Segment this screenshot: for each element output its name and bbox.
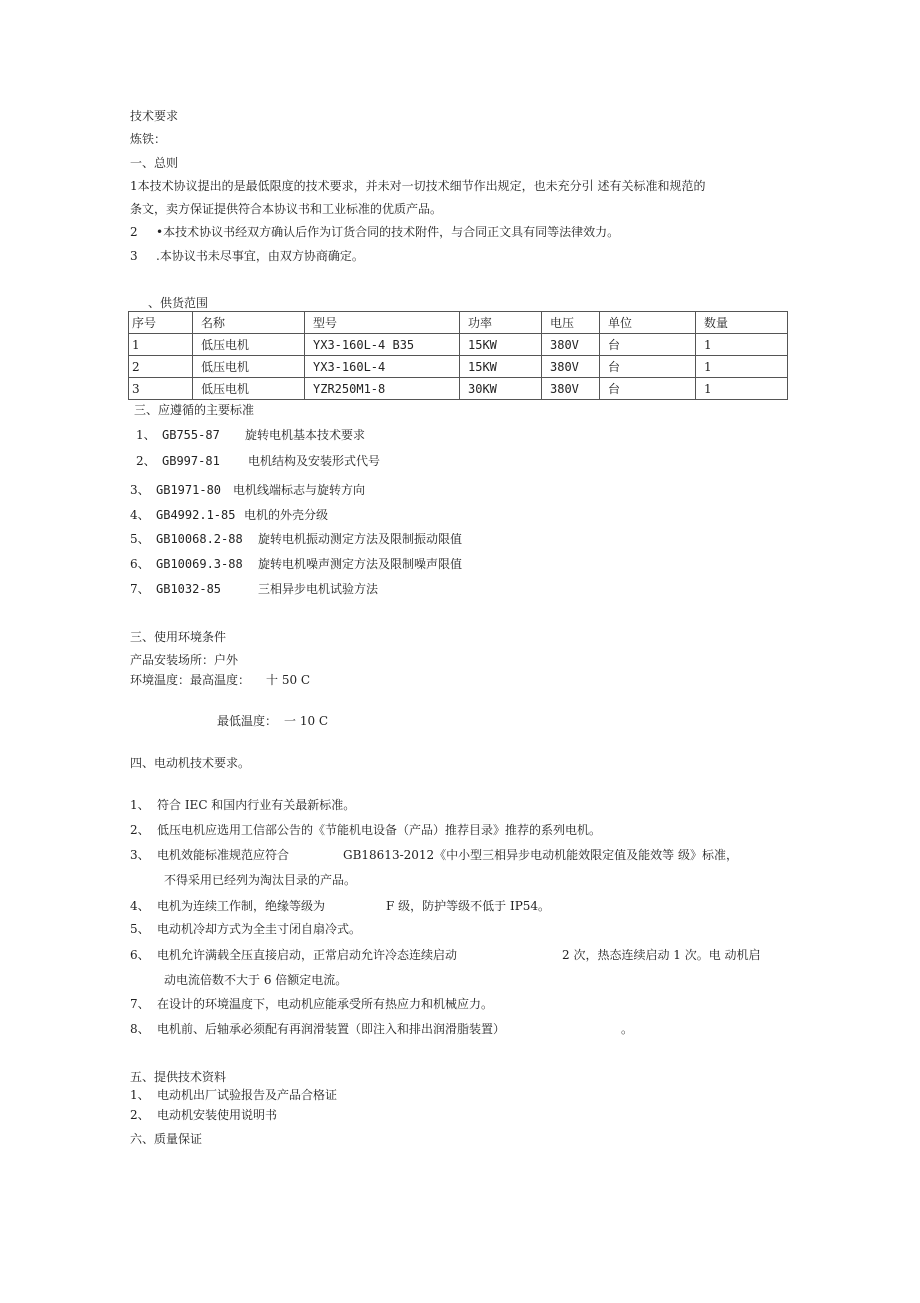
section-general-heading: 一、总则: [130, 156, 179, 170]
section-quality-heading: 六、质量保证: [130, 1132, 203, 1146]
column-header: 序号: [129, 312, 193, 334]
requirement-text-cont: F 级，防护等级不低于 IP54。: [386, 899, 551, 913]
standard-description: 电机线端标志与旋转方向: [233, 483, 366, 497]
standard-number: 1、: [136, 428, 156, 442]
table-cell: 15KW: [460, 356, 542, 378]
table-cell: 台: [600, 334, 696, 356]
table-cell: 低压电机: [193, 356, 305, 378]
table-header-row: [129, 312, 788, 334]
table-cell: 1: [696, 334, 788, 356]
table-row: [129, 334, 788, 356]
table-cell: 3: [129, 378, 193, 400]
requirement-text-cont: 。: [621, 1022, 634, 1036]
doc-item-number: 1、: [130, 1088, 150, 1102]
standard-number: 7、: [130, 582, 150, 596]
requirement-text: 在设计的环境温度下，电动机应能承受所有热应力和机械应力。: [157, 997, 494, 1011]
requirement-text: 电机前、后轴承必须配有再润滑装置（即注入和排出润滑脂装置）: [157, 1022, 506, 1036]
table-cell: 台: [600, 356, 696, 378]
section-motor-heading: 四、电动机技术要求。: [130, 756, 251, 770]
supply-table: [128, 311, 788, 400]
table-cell: YX3-160L-4: [305, 356, 460, 378]
requirement-text-wrap: 不得采用已经列为淘汰目录的产品。: [164, 873, 357, 887]
requirement-text: 电机为连续工作制，绝缘等级为: [157, 899, 326, 913]
general-clause-1-line-2: 条文，卖方保证提供符合本协议书和工业标准的优质产品。: [130, 202, 443, 216]
doc-item-text: 电动机安装使用说明书: [157, 1108, 278, 1122]
table-cell: YX3-160L-4 B35: [305, 334, 460, 356]
requirement-text: 符合 IEC 和国内行业有关最新标准。: [157, 798, 356, 812]
standard-number: 4、: [130, 508, 150, 522]
general-clause-2-text: •本技术协议书经双方确认后作为订货合同的技术附件，与合同正文具有同等法律效力。: [156, 225, 620, 239]
table-row: [129, 356, 788, 378]
min-temperature-label: 最低温度：: [217, 714, 278, 728]
table-cell: 2: [129, 356, 193, 378]
max-temperature-value: 十 50 C: [266, 673, 311, 687]
standard-number: 3、: [130, 483, 150, 497]
standard-number: 5、: [130, 532, 150, 546]
section-docs-heading: 五、提供技术资料: [130, 1070, 227, 1084]
column-header: 单位: [600, 312, 696, 334]
table-cell: 低压电机: [193, 378, 305, 400]
table-cell: 台: [600, 378, 696, 400]
doc-item-number: 2、: [130, 1108, 150, 1122]
column-header: 电压: [542, 312, 600, 334]
column-header: 名称: [193, 312, 305, 334]
requirement-number: 1、: [130, 798, 150, 812]
standard-description: 电机的外壳分级: [244, 508, 329, 522]
table-cell: 1: [129, 334, 193, 356]
max-temperature-label: 环境温度：最高温度：: [130, 673, 251, 687]
requirement-text: 低压电机应选用工信部公告的《节能机电设备（产品）推荐目录》推荐的系列电机。: [157, 823, 602, 837]
requirement-number: 8、: [130, 1022, 150, 1036]
standard-code: GB4992.1-85: [156, 508, 236, 522]
table-cell: 1: [696, 356, 788, 378]
section-supply-heading: 、供货范围: [148, 296, 209, 310]
section-environment-heading: 三、使用环境条件: [130, 630, 227, 644]
requirement-text-wrap: 动电流倍数不大于 6 倍额定电流。: [164, 973, 348, 987]
subject-line: 炼铁：: [130, 132, 167, 146]
table-cell: YZR250M1-8: [305, 378, 460, 400]
requirement-text-cont: GB18613-2012《中小型三相异步电动机能效限定值及能效等 级》标准，: [343, 848, 738, 862]
standard-code: GB1971-80: [156, 483, 222, 497]
table-row: [129, 378, 788, 400]
requirement-text: 电机允许满载全压直接启动，正常启动允许冷态连续启动: [157, 948, 458, 962]
standard-code: GB1032-85: [156, 582, 222, 596]
standard-number: 6、: [130, 557, 150, 571]
install-location: 产品安装场所：户外: [130, 653, 239, 667]
requirement-text-cont: 2 次，热态连续启动 1 次。电 动机启: [562, 948, 761, 962]
general-clause-1-line-1: 1本技术协议提出的是最低限度的技术要求，并未对一切技术细节作出规定，也未充分引 述有关标准和规范的: [130, 179, 706, 193]
standard-description: 旋转电机基本技术要求: [245, 428, 366, 442]
requirement-text: 电机效能标准规范应符合: [157, 848, 290, 862]
table-cell: 30KW: [460, 378, 542, 400]
standard-code: GB997-81: [162, 454, 220, 468]
standard-description: 旋转电机噪声测定方法及限制噪声限值: [258, 557, 463, 571]
min-temperature-value: 一 10 C: [284, 714, 329, 728]
table-cell: 15KW: [460, 334, 542, 356]
requirement-number: 7、: [130, 997, 150, 1011]
requirement-number: 5、: [130, 922, 150, 936]
section-standards-heading: 三、应遵循的主要标准: [134, 403, 255, 417]
table-cell: 380V: [542, 334, 600, 356]
requirement-number: 3、: [130, 848, 150, 862]
table-cell: 1: [696, 378, 788, 400]
standard-code: GB755-87: [162, 428, 220, 442]
column-header: 数量: [696, 312, 788, 334]
column-header: 型号: [305, 312, 460, 334]
standard-description: 旋转电机振动测定方法及限制振动限值: [258, 532, 463, 546]
doc-title: 技术要求: [130, 109, 179, 123]
standard-description: 电机结构及安装形式代号: [248, 454, 381, 468]
standard-code: GB10069.3-88: [156, 557, 243, 571]
requirement-number: 2、: [130, 823, 150, 837]
general-clause-3-number: 3: [130, 249, 138, 263]
requirement-text: 电动机冷却方式为全圭寸闭自扇冷式。: [157, 922, 362, 936]
table-cell: 380V: [542, 356, 600, 378]
doc-item-text: 电动机出厂试验报告及产品合格证: [157, 1088, 338, 1102]
standard-number: 2、: [136, 454, 156, 468]
standard-code: GB10068.2-88: [156, 532, 243, 546]
requirement-number: 4、: [130, 899, 150, 913]
standard-description: 三相异步电机试验方法: [258, 582, 379, 596]
column-header: 功率: [460, 312, 542, 334]
general-clause-2-number: 2: [130, 225, 138, 239]
requirement-number: 6、: [130, 948, 150, 962]
table-cell: 低压电机: [193, 334, 305, 356]
general-clause-3-text: .本协议书未尽事宜，由双方协商确定。: [156, 249, 364, 263]
table-cell: 380V: [542, 378, 600, 400]
